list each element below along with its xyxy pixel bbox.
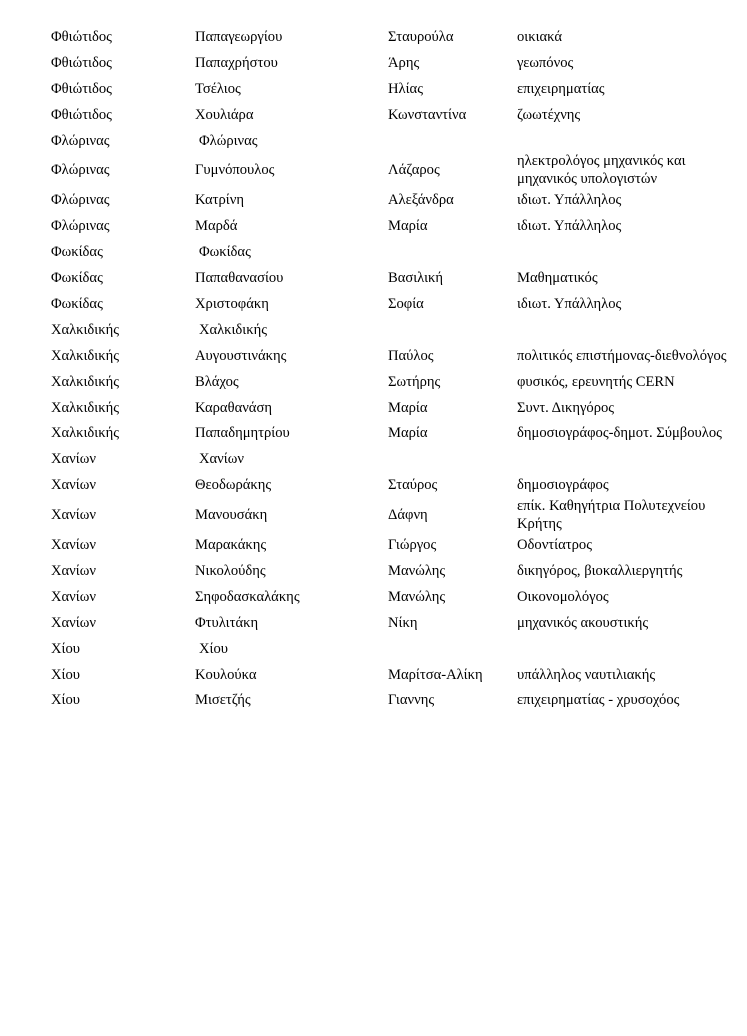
first-name-cell: Μαρία [388,399,428,416]
first-name-cell: Βασιλική [388,270,443,287]
prefecture-header-row [0,446,747,472]
profession-cell: οικιακά [517,28,563,45]
surname-cell: Παπαθανασίου [195,270,284,287]
surname-cell: Μαρακάκης [195,537,267,554]
profession-cell: ιδιωτ. Υπάλληλος [517,295,622,312]
profession-cell: επιχειρηματίας - χρυσοχόος [517,692,680,709]
prefecture-cell: Φλώρινας [51,192,110,209]
prefecture-cell: Χίου [51,666,80,683]
first-name-cell: Μαρία [388,218,428,235]
prefecture-cell: Χανίων [51,451,96,468]
surname-cell: Γυμνόπουλος [195,162,275,179]
first-name-cell: Μαρία [388,425,428,442]
profession-cell: δικηγόρος, βιοκαλλιεργητής [517,562,683,579]
prefecture-cell: Χαλκιδικής [51,399,119,416]
prefecture-cell: Χίου [51,640,80,657]
prefecture-cell: Χανίων [51,537,96,554]
first-name-cell: Νίκη [388,614,418,631]
first-name-cell: Γιαννης [388,692,435,709]
profession-cell: επίκ. Καθηγήτρια Πολυτεχνείου Κρήτης [517,498,706,533]
surname-cell: Παπαχρήστου [195,54,278,71]
candidate-list [0,24,747,713]
profession-cell: ιδιωτ. Υπάλληλος [517,218,622,235]
profession-cell: Μαθηματικός [517,270,598,287]
candidate-row [0,76,747,102]
candidate-row [0,291,747,317]
candidate-row [0,187,747,213]
candidate-row [0,558,747,584]
first-name-cell: Λάζαρος [388,162,440,179]
surname-cell: Φλώρινας [199,132,258,149]
surname-cell: Χουλιάρα [195,106,254,123]
profession-cell: δημοσιογράφος-δημοτ. Σύμβουλος [517,425,722,442]
prefecture-cell: Φωκίδας [51,244,103,261]
prefecture-header-row [0,317,747,343]
prefecture-cell: Φλώρινας [51,162,110,179]
surname-cell: Βλάχος [195,373,239,390]
profession-cell: μηχανικός ακουστικής [517,614,649,631]
candidate-row [0,498,747,532]
profession-cell: Οδοντίατρος [517,537,592,554]
candidate-row [0,584,747,610]
surname-cell: Θεοδωράκης [195,477,272,494]
candidate-row [0,213,747,239]
surname-cell: Αυγουστινάκης [195,347,287,364]
profession-cell: υπάλληλος ναυτιλιακής [517,666,656,683]
prefecture-cell: Χαλκιδικής [51,321,119,338]
prefecture-cell: Φθιώτιδος [51,54,112,71]
profession-cell: δημοσιογράφος [517,477,609,494]
first-name-cell: Κωνσταντίνα [388,106,467,123]
surname-cell: Νικολούδης [195,562,266,579]
first-name-cell: Σταυρούλα [388,28,454,45]
surname-cell: Μαρδά [195,218,238,235]
prefecture-cell: Χανίων [51,507,96,524]
candidate-row [0,472,747,498]
surname-cell: Μισετζής [195,692,251,709]
candidate-row [0,153,747,187]
surname-cell: Χαλκιδικής [199,321,267,338]
candidate-row [0,687,747,713]
first-name-cell: Σοφία [388,295,424,312]
profession-cell: πολιτικός επιστήμονας-διεθνολόγος [517,347,727,364]
prefecture-cell: Χανίων [51,562,96,579]
profession-cell: Συντ. Δικηγόρος [517,399,615,416]
prefecture-cell: Φλώρινας [51,218,110,235]
prefecture-cell: Φθιώτιδος [51,80,112,97]
prefecture-cell: Φωκίδας [51,270,103,287]
first-name-cell: Άρης [388,54,420,71]
surname-cell: Κουλούκα [195,666,257,683]
surname-cell: Καραθανάση [195,399,272,416]
candidate-row [0,662,747,688]
surname-cell: Παπαδημητρίου [195,425,290,442]
profession-cell: ζωωτέχνης [517,106,581,123]
prefecture-header-row [0,128,747,154]
surname-cell: Χριστοφάκη [195,295,269,312]
first-name-cell: Μανώλης [388,588,446,605]
candidate-row [0,50,747,76]
prefecture-cell: Φθιώτιδος [51,28,112,45]
surname-cell: Σηφοδασκαλάκης [195,588,300,605]
prefecture-cell: Χανίων [51,614,96,631]
first-name-cell: Δάφνη [388,507,428,524]
candidate-row [0,24,747,50]
prefecture-cell: Χαλκιδικής [51,425,119,442]
surname-cell: Χανίων [199,451,244,468]
surname-cell: Χίου [199,640,228,657]
profession-cell: φυσικός, ερευνητής CERN [517,373,675,390]
first-name-cell: Μαρίτσα-Αλίκη [388,666,483,683]
candidate-row [0,610,747,636]
prefecture-cell: Χίου [51,692,80,709]
candidate-row [0,102,747,128]
prefecture-cell: Χανίων [51,477,96,494]
first-name-cell: Σταύρος [388,477,438,494]
profession-cell: γεωπόνος [517,54,574,71]
surname-cell: Φτυλιτάκη [195,614,259,631]
prefecture-cell: Φθιώτιδος [51,106,112,123]
surname-cell: Παπαγεωργίου [195,28,283,45]
first-name-cell: Σωτήρης [388,373,441,390]
candidate-row [0,395,747,421]
first-name-cell: Γιώργος [388,537,437,554]
candidate-row [0,369,747,395]
first-name-cell: Αλεξάνδρα [388,192,454,209]
prefecture-header-row [0,239,747,265]
profession-cell: Οικονομολόγος [517,588,609,605]
prefecture-header-row [0,636,747,662]
surname-cell: Μανουσάκη [195,507,268,524]
candidate-row [0,343,747,369]
prefecture-cell: Χαλκιδικής [51,347,119,364]
first-name-cell: Ηλίας [388,80,423,97]
first-name-cell: Παύλος [388,347,434,364]
prefecture-cell: Φλώρινας [51,132,110,149]
surname-cell: Τσέλιος [195,80,241,97]
profession-cell: ιδιωτ. Υπάλληλος [517,192,622,209]
prefecture-cell: Φωκίδας [51,295,103,312]
profession-cell: ηλεκτρολόγος μηχανικός και μηχανικός υπολογιστών [517,153,686,188]
prefecture-cell: Χανίων [51,588,96,605]
candidate-row [0,420,747,446]
surname-cell: Κατρίνη [195,192,244,209]
candidate-row [0,532,747,558]
candidate-row [0,265,747,291]
first-name-cell: Μανώλης [388,562,446,579]
profession-cell: επιχειρηματίας [517,80,605,97]
surname-cell: Φωκίδας [199,244,251,261]
prefecture-cell: Χαλκιδικής [51,373,119,390]
